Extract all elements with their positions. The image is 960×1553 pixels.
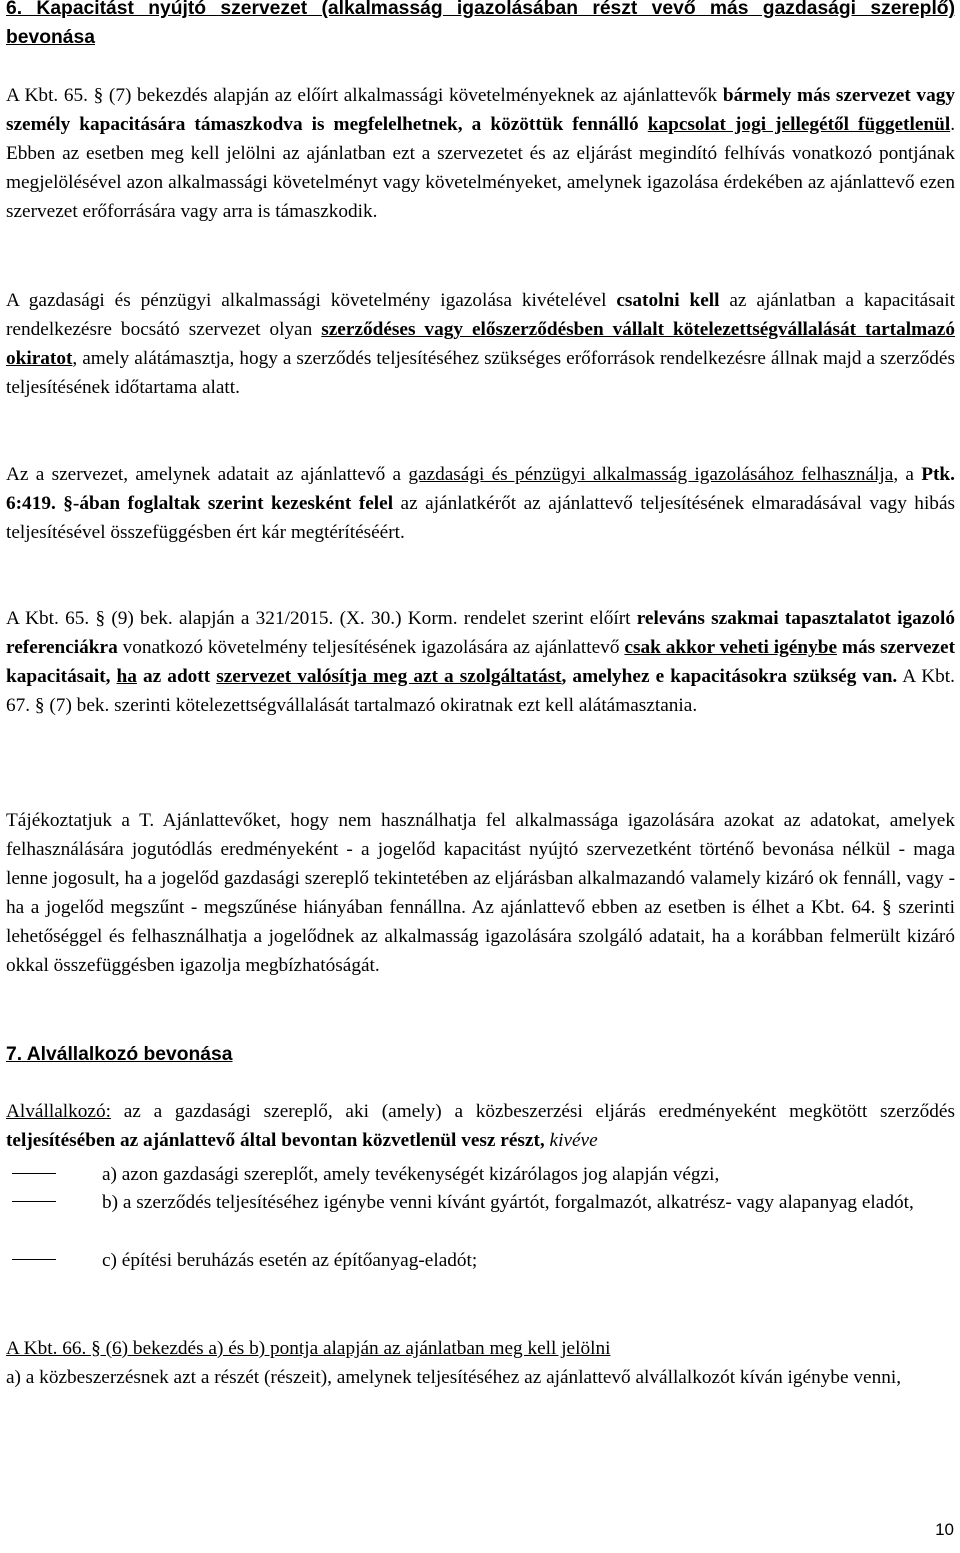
section-7-title: 7. Alvállalkozó bevonása	[6, 1044, 233, 1065]
p4-text-bold-4: , amelyhez e kapacitásokra szükség van.	[561, 666, 898, 687]
p6-term: Alvállalkozó:	[6, 1101, 111, 1122]
paragraph-referencia	[6, 604, 955, 720]
p4-text-rest: A Kbt. 67. § (7) bek. szerinti kötelezettségvállalását tartalmazó okiratnak ezt kell alátámasztania.	[6, 666, 955, 716]
dash-bullet-icon	[12, 1259, 56, 1260]
p4-text-bold-underline-1: csak akkor veheti igénybe	[624, 637, 838, 658]
p2-text-c: az ajánlatban a kapacitásait rendelkezésre bocsátó szervezet olyan	[6, 290, 955, 340]
list-item	[6, 1160, 955, 1189]
section-6-title: 6. Kapacitást nyújtó szervezet (alkalmasság igazolásában részt vevő más gazdasági szereplő) bevonása	[6, 0, 955, 48]
p6-text-b: az a gazdasági szereplő, aki (amely) a közbeszerzési eljárás eredményeként megkötött szerződés	[110, 1101, 955, 1122]
paragraph-kbt66-heading	[6, 1334, 955, 1363]
list-item-text: a) azon gazdasági szereplőt, amely tevékenységét kizárólagos jog alapján végzi,	[102, 1164, 720, 1185]
p2-text-a: A gazdasági és pénzügyi alkalmassági követelmény igazolása kivételével	[6, 290, 617, 311]
p2-text-bold-underline: szerződéses vagy előszerződésben vállalt kötelezettségvállalását tartalmazó okiratot	[6, 319, 956, 369]
p4-text-a: A Kbt. 65. § (9) bek. alapján a 321/2015. (X. 30.) Korm. rendelet szerint előírt	[6, 608, 637, 629]
p3-text-underline: gazdasági és pénzügyi alkalmasság igazolásához felhasználja	[408, 464, 894, 485]
paragraph-alvallalkozo	[6, 1097, 955, 1155]
p4-text-bold-1: releváns szakmai tapasztalatot igazoló referenciákra	[6, 608, 955, 658]
p4-text-bold-3: az adott	[136, 666, 217, 687]
p4-text-bold-underline-2: ha	[116, 666, 137, 687]
p6-text-bold: teljesítésében az ajánlattevő által bevontan közvetlenül vesz részt,	[6, 1130, 545, 1151]
p2-text-rest: , amely alátámasztja, hogy a szerződés teljesítéséhez szükséges erőforrások rendelkezésre állnak majd a szerződés teljesítésének időtartama alatt.	[6, 348, 955, 398]
dash-bullet-icon	[12, 1173, 56, 1174]
list-item	[6, 1188, 955, 1217]
p2-text-bold: csatolni kell	[616, 290, 720, 311]
page-number: 10	[935, 1520, 954, 1539]
p3-text-a: Az a szervezet, amelynek adatait az ajánlattevő a	[6, 464, 409, 485]
paragraph-kezes	[6, 460, 955, 547]
paragraph-kbt66-a: a) a közbeszerzésnek azt a részét (részeit), amelynek teljesítéséhez az ajánlattevő alvállalkozót kíván igénybe venni,	[6, 1367, 902, 1388]
p3-text-c: , a	[893, 464, 922, 485]
paragraph-tajekoztatjuk: Tájékoztatjuk a T. Ajánlattevőket, hogy nem használhatja fel alkalmassága igazolására azokat az adatokat, amelyek felhasználására jogutódlás eredményeként - a jogelőd kapacitást nyújtó szervezetként történő bevonása nélkül - maga lenne jogosult, ha a jogelőd gazdasági szereplő tekintetében az eljárásban alkalmazandó valamely kizáró ok fennáll, vagy - ha a jogelőd megszűnt - megszűnése hiányában fennállna. Az ajánlattevő ebben az esetben is élhet a Kbt. 64. § szerinti lehetőséggel és felhasználhatja a jogelődnek az alkalmasság igazolására szolgáló adatait, ha a korábban felmerült kizáró okkal összefüggésben igazolja megbízhatóságát.	[6, 810, 955, 976]
list-item	[6, 1246, 955, 1275]
p4-text-c: vonatkozó követelmény teljesítésének igazolására az ajánlattevő	[117, 637, 625, 658]
p1-text-rest: . Ebben az esetben meg kell jelölni az ajánlatban ezt a szervezetet és az eljárást megindító felhívás vonatkozó pontjának megjelölésével azon alkalmassági követelményt vagy követelményeket, amelynek igazolása érdekében az ajánlattevő ezen szervezet erőforrására vagy arra is támaszkodik.	[6, 114, 956, 222]
p4-text-bold-underline-3: szervezet valósítja meg azt a szolgáltatást	[216, 666, 562, 687]
p1-text-bold: bármely más szervezet vagy személy kapacitására támaszkodva is megfelelhetnek, a közöttük fennálló	[6, 85, 955, 135]
p3-text-bold: Ptk. 6:419. §-ában foglaltak szerint kezesként felel	[6, 464, 955, 514]
p1-text-bold-underline: kapcsolat jogi jellegétől függetlenül	[647, 114, 951, 135]
dash-bullet-icon	[12, 1201, 56, 1202]
p6-text-italic: kivéve	[549, 1130, 598, 1151]
p1-text-a: A Kbt. 65. § (7) bekezdés alapján az előírt alkalmassági követelményeknek az ajánlattevők	[6, 85, 723, 106]
p3-text-rest: az ajánlatkérőt az ajánlattevő teljesítésének elmaradásával vagy hibás teljesítésével összefüggésben ért kár megtérítéséért.	[6, 493, 956, 543]
p7-heading: A Kbt. 66. § (6) bekezdés a) és b) pontja alapján az ajánlatban meg kell jelölni	[6, 1338, 611, 1359]
paragraph-csatolni	[6, 286, 955, 402]
list-item-text: c) építési beruházás esetén az építőanyag-eladót;	[102, 1250, 478, 1271]
paragraph-kapacitas	[6, 81, 955, 226]
p4-text-bold-2: más szervezet kapacitásait,	[6, 637, 955, 687]
list-item-text: b) a szerződés teljesítéséhez igénybe venni kívánt gyártót, forgalmazót, alkatrész- vagy alapanyag eladót,	[102, 1192, 914, 1213]
